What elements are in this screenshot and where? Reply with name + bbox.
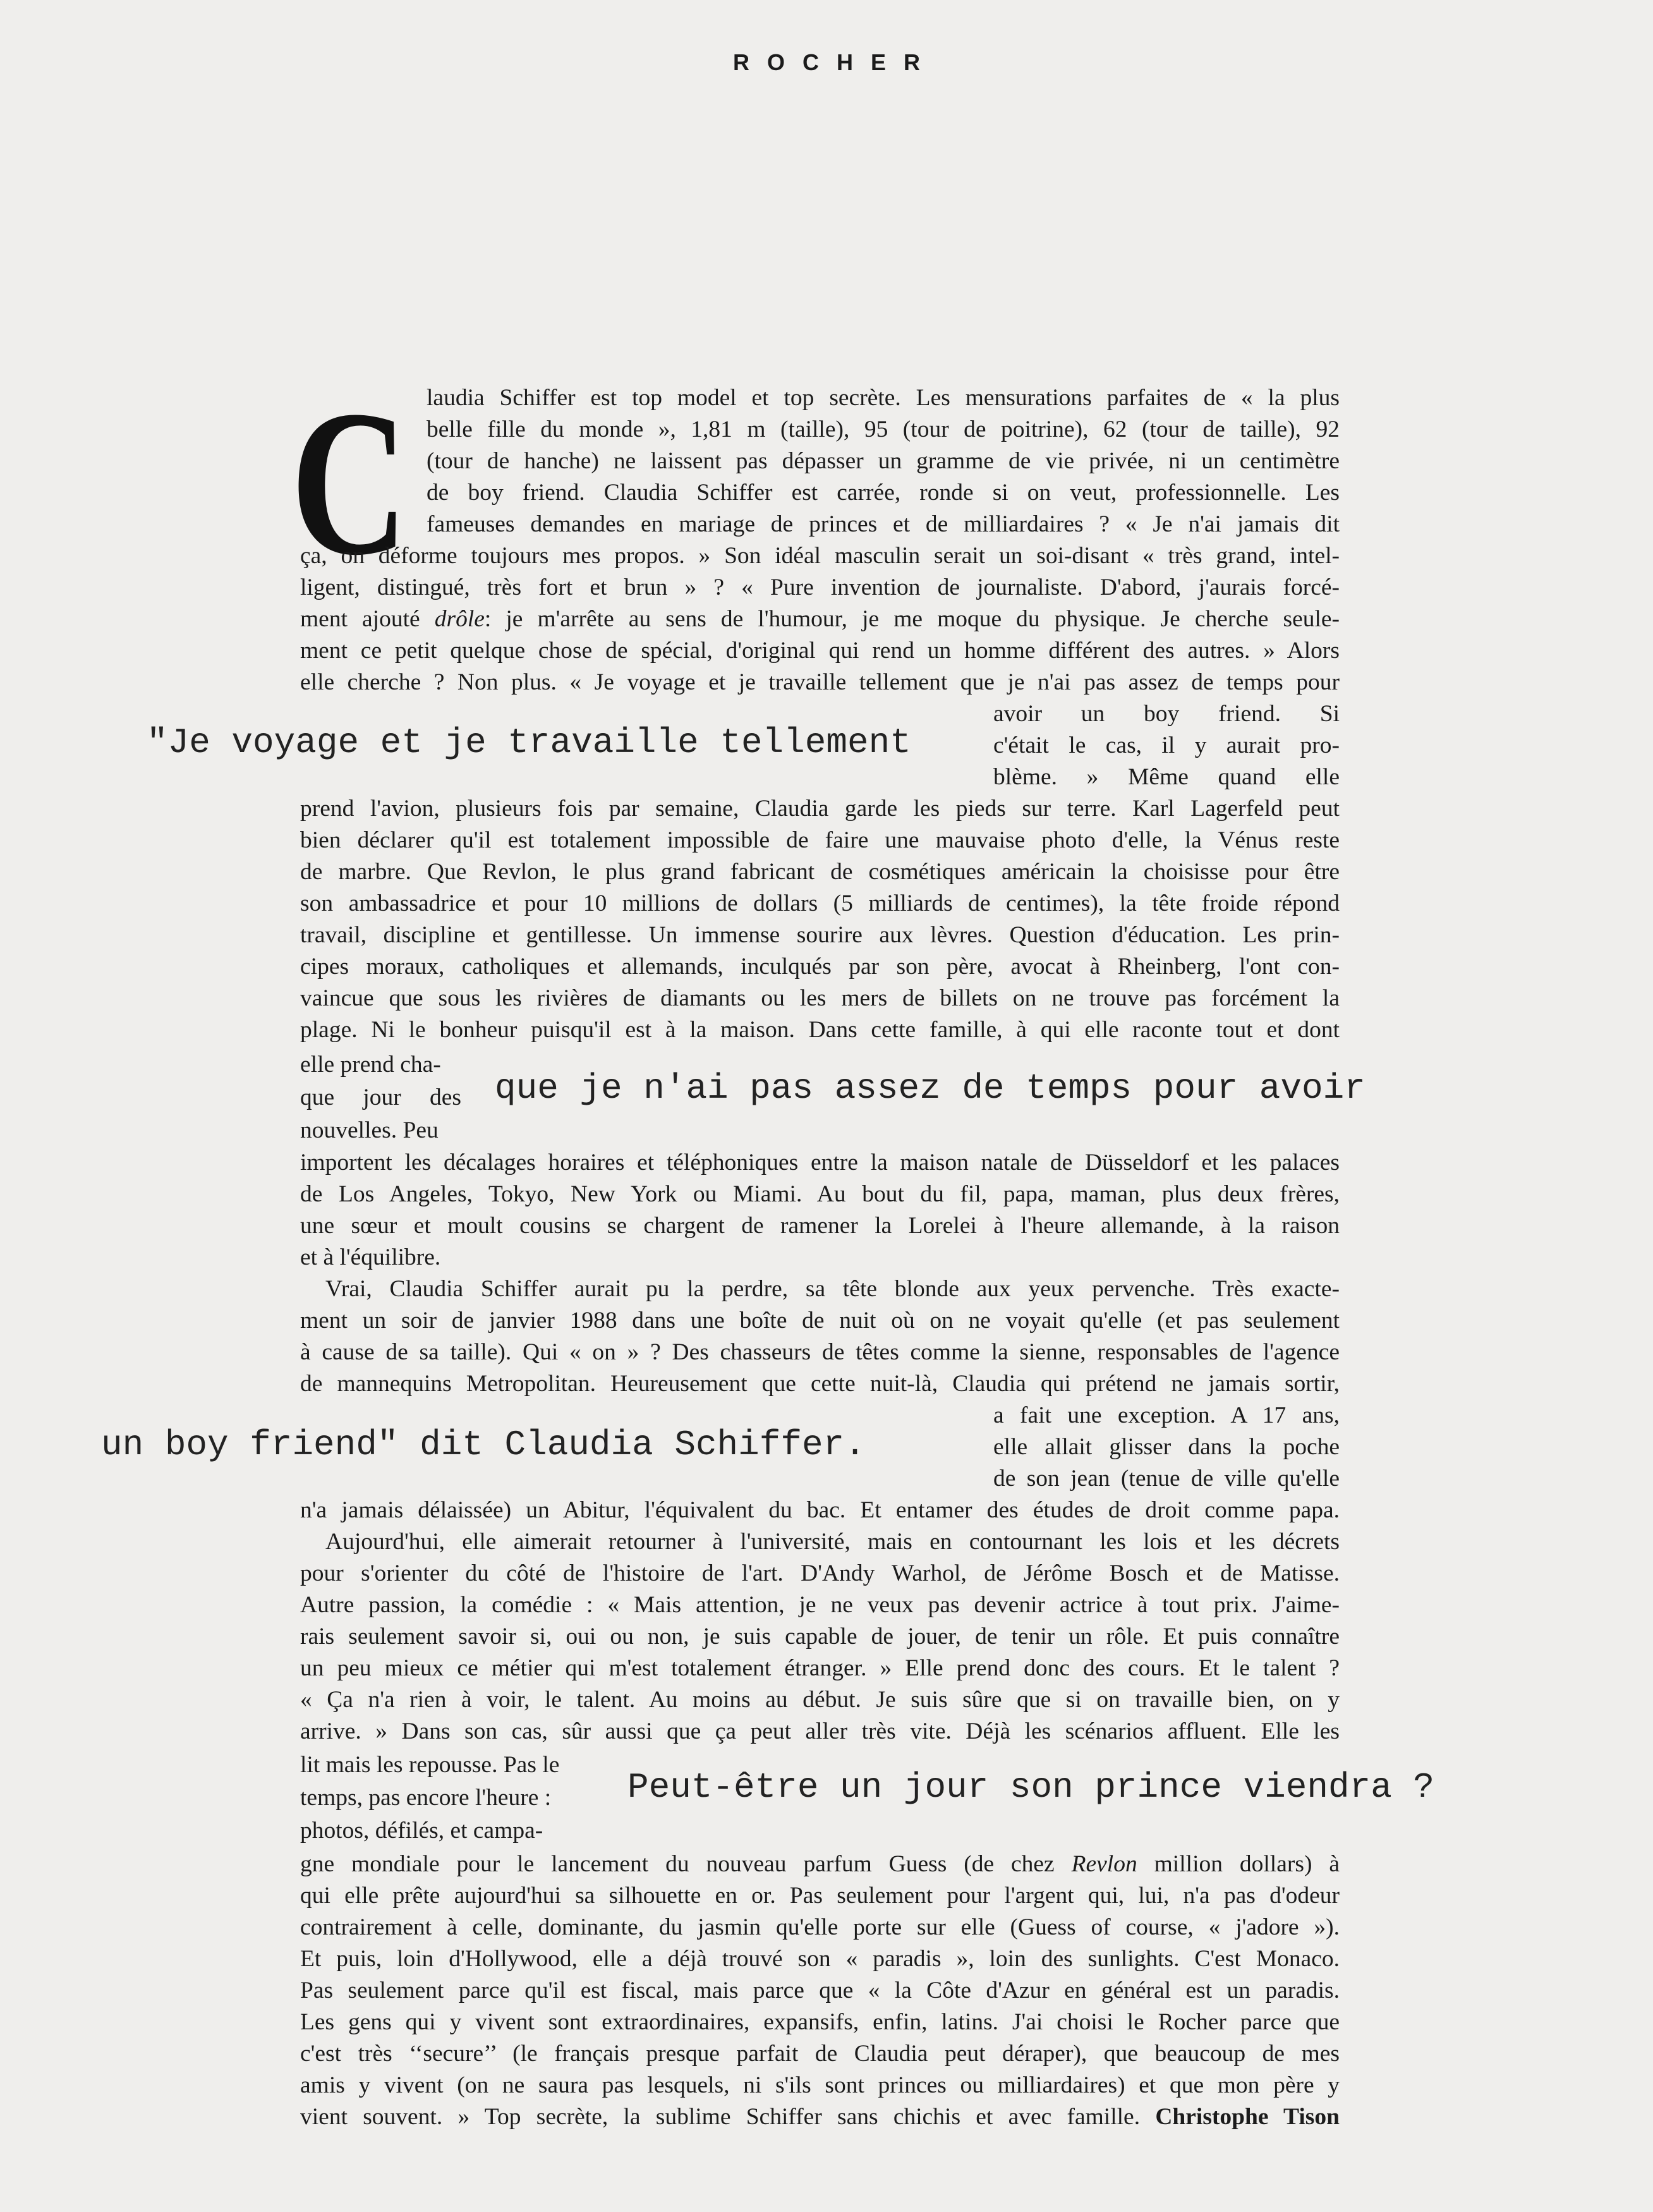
text-segment: : je m'arrête au sens de l'humour, je me moque du physique. Je cherche seule- [484, 606, 1340, 632]
pull-quote: Peut-être un jour son prince viendra ? [627, 1767, 1435, 1808]
text-line: et à l'équilibre. [300, 1244, 441, 1270]
text-line: plage. Ni le bonheur puisqu'il est à la maison. Dans cette famille, à qui elle raconte tout et dont [300, 1017, 1340, 1043]
text-line: belle fille du monde », 1,81 m (taille), 95 (tour de poitrine), 62 (tour de taille), 92 [427, 416, 1340, 442]
text-line: n'a jamais délaissée) un Abitur, l'équivalent du bac. Et entamer des études de droit comme papa. [300, 1497, 1340, 1523]
pull-quote: que je n'ai pas assez de temps pour avoir [495, 1068, 1365, 1109]
text-line: de Los Angeles, Tokyo, New York ou Miami. Au bout du fil, papa, maman, plus deux frères, [300, 1181, 1340, 1207]
text-line: bien déclarer qu'il est totalement impossible de faire une mauvaise photo d'elle, la Vénus reste [300, 827, 1340, 853]
text-line: qui elle prête aujourd'hui sa silhouette en or. Pas seulement pour l'argent qui, lui, n'a pas d'odeur [300, 1883, 1340, 1909]
text-line: Vrai, Claudia Schiffer aurait pu la perdre, sa tête blonde aux yeux pervenche. Très exacte- [325, 1276, 1340, 1302]
text-line: une sœur et moult cousins se chargent de ramener la Lorelei à l'heure allemande, à la raison [300, 1213, 1340, 1239]
italic-word: drôle [434, 606, 485, 632]
text-line: à cause de sa taille). Qui « on » ? Des chasseurs de têtes comme la sienne, responsables de l'agence [300, 1339, 1340, 1365]
text-line: « Ça n'a rien à voir, le talent. Au moins au début. Je suis sûre que si on travaille bien, on y [300, 1687, 1340, 1713]
text-line: blème. » Même quand elle [993, 764, 1340, 790]
text-line: amis y vivent (on ne saura pas lesquels, ni s'ils sont princes ou milliardaires) et que mon père y [300, 2072, 1340, 2098]
text-line: avoir un boy friend. Si [993, 701, 1340, 727]
text-line: importent les décalages horaires et téléphoniques entre la maison natale de Düsseldorf et les palaces [300, 1150, 1340, 1176]
text-line: ment ce petit quelque chose de spécial, d'original qui rend un homme différent des autres. » Alors [300, 638, 1340, 664]
text-line: nouvelles. Peu [300, 1117, 439, 1143]
text-line: ligent, distingué, très fort et brun » ? « Pure invention de journaliste. D'abord, j'aurais forcé- [300, 574, 1340, 600]
text-line: contrairement à celle, dominante, du jasmin qu'elle porte sur elle (Guess of course, « j'adore »). [300, 1914, 1340, 1940]
text-line: de son jean (tenue de ville qu'elle [993, 1466, 1340, 1492]
text-line: a fait une exception. A 17 ans, [993, 1402, 1340, 1428]
text-line: ment un soir de janvier 1988 dans une boîte de nuit où on ne voyait qu'elle (et pas seulement [300, 1308, 1340, 1334]
text-line: ça, on déforme toujours mes propos. » Son idéal masculin serait un soi-disant « très grand, intel- [300, 543, 1340, 569]
text-line: c'était le cas, il y aurait pro- [993, 732, 1340, 758]
text-line: Pas seulement parce qu'il est fiscal, mais parce que « la Côte d'Azur en général est un paradis. [300, 1978, 1340, 2003]
text-line: temps, pas encore l'heure : [300, 1785, 552, 1811]
text-line: elle allait glisser dans la poche [993, 1434, 1340, 1460]
text-line [300, 1849, 1340, 1880]
text-line: arrive. » Dans son cas, sûr aussi que ça peut aller très vite. Déjà les scénarios affluent. Elle les [300, 1718, 1340, 1744]
text-line [300, 604, 1340, 635]
text-line: prend l'avion, plusieurs fois par semaine, Claudia garde les pieds sur terre. Karl Lagerfeld peut [300, 796, 1340, 822]
text-line: de marbre. Que Revlon, le plus grand fabricant de cosmétiques américain la choisisse pour être [300, 859, 1340, 885]
text-line: (tour de hanche) ne laissent pas dépasser un gramme de vie privée, ni un centimètre [427, 448, 1340, 474]
text-line: elle prend cha- [300, 1052, 441, 1078]
text-segment: ment ajouté [300, 606, 420, 632]
text-line: cipes moraux, catholiques et allemands, inculqués par son père, avocat à Rheinberg, l'ont con- [300, 954, 1340, 980]
text-line: lit mais les repousse. Pas le [300, 1752, 560, 1778]
text-line: vaincue que sous les rivières de diamants ou les mers de billets on ne trouve pas forcément la [300, 985, 1340, 1011]
text-line: Aujourd'hui, elle aimerait retourner à l'université, mais en contournant les lois et les décrets [325, 1529, 1340, 1555]
page-header: ROCHER [732, 49, 938, 75]
text-line: son ambassadrice et pour 10 millions de dollars (5 milliards de centimes), la tête froide répond [300, 890, 1340, 916]
text-line: elle cherche ? Non plus. « Je voyage et je travaille tellement que je n'ai pas assez de temps pour [300, 669, 1340, 695]
text-segment: gne mondiale pour le lancement du nouveau parfum Guess (de chez [300, 1851, 1055, 1877]
text-line: Les gens qui y vivent sont extraordinaires, expansifs, enfin, latins. J'ai choisi le Rocher parce que [300, 2009, 1340, 2035]
pull-quote: un boy friend" dit Claudia Schiffer. [101, 1425, 866, 1465]
author-byline: Christophe Tison [1155, 2104, 1340, 2130]
text-line: Et puis, loin d'Hollywood, elle a déjà trouvé son « paradis », loin des sunlights. C'est Monaco. [300, 1946, 1340, 1972]
text-line: que jour des [300, 1085, 461, 1110]
text-line [300, 2101, 1340, 2133]
text-line: Autre passion, la comédie : « Mais attention, je ne veux pas devenir actrice à tout prix. J'aime- [300, 1592, 1340, 1618]
text-segment: vient souvent. » Top secrète, la sublime Schiffer sans chichis et avec famille. [300, 2104, 1141, 2130]
drop-cap: C [291, 368, 408, 599]
text-segment: million dollars) à [1154, 1851, 1340, 1877]
text-line: pour s'orienter du côté de l'histoire de l'art. D'Andy Warhol, de Jérôme Bosch et de Matisse. [300, 1560, 1340, 1586]
text-line: photos, défilés, et campa- [300, 1818, 543, 1844]
text-line: fameuses demandes en mariage de princes et de milliardaires ? « Je n'ai jamais dit [427, 511, 1340, 537]
text-line: un peu mieux ce métier qui m'est totalement étranger. » Elle prend donc des cours. Et le talent ? [300, 1655, 1340, 1681]
pull-quote: "Je voyage et je travaille tellement [147, 722, 911, 763]
text-line: de boy friend. Claudia Schiffer est carrée, ronde si on veut, professionnelle. Les [427, 480, 1340, 506]
text-line: travail, discipline et gentillesse. Un immense sourire aux lèvres. Question d'éducation. Les prin- [300, 922, 1340, 948]
text-line: laudia Schiffer est top model et top secrète. Les mensurations parfaites de « la plus [427, 385, 1340, 411]
italic-word: Revlon [1071, 1851, 1137, 1877]
text-line: de mannequins Metropolitan. Heureusement que cette nuit-là, Claudia qui prétend ne jamais sortir, [300, 1371, 1340, 1397]
text-line: c'est très ‘‘secure’’ (le français presque parfait de Claudia peut déraper), que beaucoup de mes [300, 2041, 1340, 2067]
text-line: rais seulement savoir si, oui ou non, je suis capable de jouer, de tenir un rôle. Et puis connaître [300, 1624, 1340, 1650]
